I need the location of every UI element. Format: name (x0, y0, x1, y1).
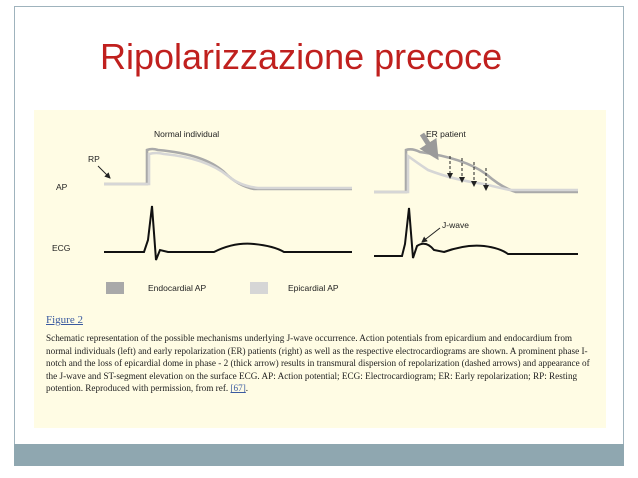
ap-ecg-diagram (34, 110, 606, 310)
endocardial-legend-label: Endocardial AP (148, 283, 207, 293)
rp-arrow (98, 166, 110, 178)
figure-panel (34, 110, 606, 428)
endocardial-legend-swatch (106, 282, 124, 294)
slide-title: Ripolarizzazione precoce (100, 36, 503, 77)
figure-number-link[interactable]: Figure 2 (46, 314, 83, 326)
er-epicardial-ap-trace (374, 156, 578, 192)
normal-ecg-trace (104, 206, 352, 260)
caption-text: Schematic representation of the possible mechanisms underlying J-wave occurrence. Action potentials from epicardium and endocardium from normal individuals (left) and early repolarization (ER) patients (right) as well as the respective electrocardiograms are shown. A prominent phase I-notch and the loss of epicardial dome in phase - 2 (thick arrow) results in transmural dispersion of repolarization (dashed arrows) and appearance of the J-wave and ST-segment elevation on the surface ECG. AP: Action potential; ECG: Electrocardiogram; ER: Early repolarization; RP: Resting potention. Reproduced with permission, from ref. (46, 333, 590, 394)
er-patient-heading: ER patient (426, 129, 466, 139)
ecg-label: ECG (52, 243, 71, 253)
normal-epicardial-ap-trace (104, 153, 352, 188)
rp-label: RP (88, 154, 100, 164)
er-endocardial-ap-trace (374, 149, 578, 192)
epicardial-legend-swatch (250, 282, 268, 294)
figure-caption (46, 332, 594, 395)
j-wave-arrow (422, 228, 440, 242)
caption-reference-link[interactable]: [67] (230, 383, 246, 394)
caption-end: . (245, 383, 249, 394)
er-ecg-trace (374, 208, 578, 258)
normal-individual-heading: Normal individual (154, 129, 220, 139)
epicardial-legend-label: Epicardial AP (288, 283, 339, 293)
j-wave-label: J-wave (442, 220, 469, 230)
ap-label: AP (56, 182, 68, 192)
slide-bottom-bar (14, 444, 624, 466)
